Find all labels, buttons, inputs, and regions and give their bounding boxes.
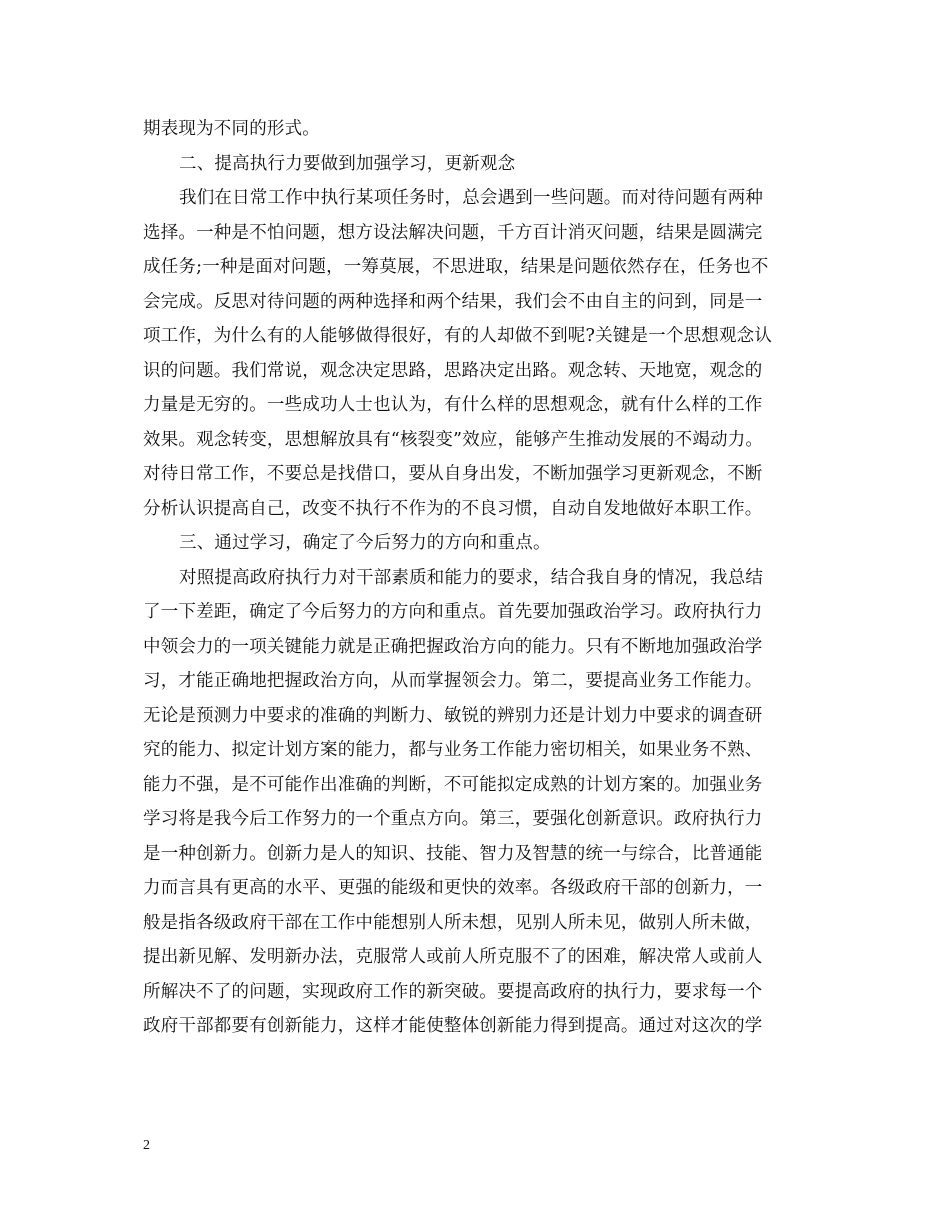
text-line: 究的能力、拟定计划方案的能力，都与业务工作能力密切相关，如果业务不熟、	[143, 740, 763, 760]
text-line: 我们在日常工作中执行某项任务时，总会遇到一些问题。而对待问题有两种	[179, 188, 764, 208]
text-line: 项工作，为什么有的人能够做得很好，有的人却做不到呢?关键是一个思想观念认	[143, 326, 773, 346]
text-line: 般是指各级政府干部在工作中能想别人所未想，见别人所未见，做别人所未做，	[143, 912, 763, 933]
text-line: 选择。一种是不怕问题，想方设法解决问题，千方百计消灭问题，结果是圆满完	[143, 222, 763, 243]
page-number: 2	[143, 1138, 150, 1153]
text-line: 对待日常工作，不要总是找借口，要从自身出发，不断加强学习更新观念，不断	[143, 464, 763, 484]
text-line: 对照提高政府执行力对干部素质和能力的要求，结合我自身的情况，我总结	[179, 567, 764, 588]
text-line: 学习将是我今后工作努力的一个重点方向。第三，要强化创新意识。政府执行力	[143, 809, 763, 829]
text-line: 习，才能正确地把握政治方向，从而掌握领会力。第二，要提高业务工作能力。	[143, 671, 763, 691]
text-line: 能力不强，是不可能作出准确的判断，不可能拟定成熟的计划方案的。加强业务	[143, 774, 763, 795]
text-line: 期表现为不同的形式。	[143, 119, 320, 139]
text-line: 无论是预测力中要求的准确的判断力、敏锐的辨别力还是计划力中要求的调查研	[143, 705, 763, 726]
text-line: 识的问题。我们常说，观念决定思路，思路决定出路。观念转、天地宽，观念的	[143, 360, 763, 381]
text-line: 效果。观念转变，思想解放具有“核裂变”效应，能够产生推动发展的不竭动力。	[143, 429, 764, 450]
text-line: 会完成。反思对待问题的两种选择和两个结果，我们会不由自主的问到，同是一	[143, 291, 763, 312]
text-line: 分析认识提高自己，改变不执行不作为的不良习惯，自动自发地做好本职工作。	[143, 498, 763, 519]
text-line: 力而言具有更高的水平、更强的能级和更快的效率。各级政府干部的创新力，一	[143, 878, 763, 898]
text-line: 所解决不了的问题，实现政府工作的新突破。要提高政府的执行力，要求每一个	[143, 981, 763, 1002]
text-line: 中领会力的一项关键能力就是正确把握政治方向的能力。只有不断地加强政治学	[143, 636, 763, 657]
body-text	[143, 112, 827, 1044]
text-line: 了一下差距，确定了今后努力的方向和重点。首先要加强政治学习。政府执行力	[143, 602, 763, 622]
text-line: 力量是无穷的。一些成功人士也认为，有什么样的思想观念，就有什么样的工作	[143, 395, 763, 415]
section-heading: 二、提高执行力要做到加强学习，更新观念	[179, 153, 516, 174]
text-line: 政府干部都要有创新能力，这样才能使整体创新能力得到提高。通过对这次的学	[143, 1016, 763, 1036]
text-line: 提出新见解、发明新办法，克服常人或前人所克服不了的困难，解决常人或前人	[143, 947, 763, 967]
text-line: 成任务;一种是面对问题，一筹莫展，不思进取，结果是问题依然存在，任务也不	[143, 257, 769, 277]
text-line: 是一种创新力。创新力是人的知识、技能、智力及智慧的统一与综合，比普通能	[143, 843, 763, 864]
section-heading: 三、通过学习，确定了今后努力的方向和重点。	[179, 533, 551, 553]
